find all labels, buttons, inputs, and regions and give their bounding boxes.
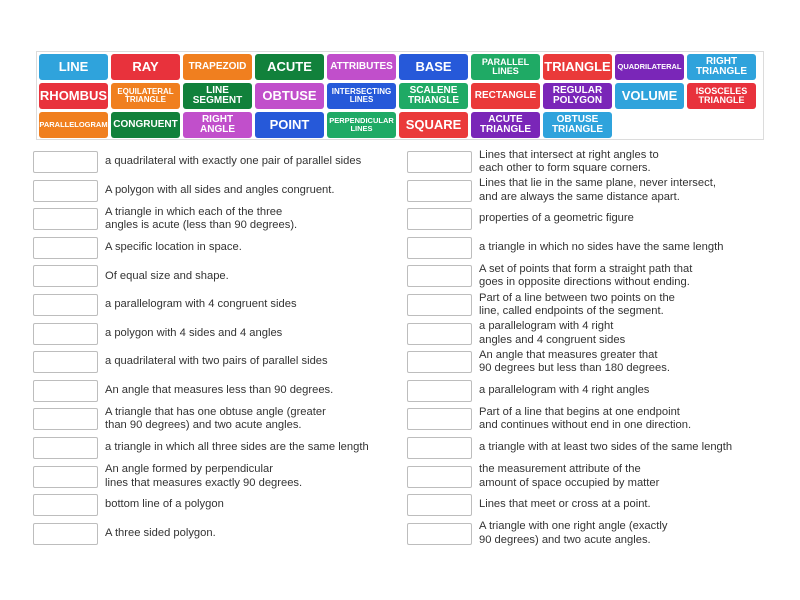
tile-intersecting-lines[interactable]: INTERSECTING LINES	[327, 83, 396, 109]
tile-volume[interactable]: VOLUME	[615, 83, 684, 109]
tile-base[interactable]: BASE	[399, 54, 468, 80]
definition-text: a quadrilateral with exactly one pair of parallel sides	[105, 155, 362, 168]
definition-text: properties of a geometric figure	[479, 212, 634, 225]
answer-drop-zone[interactable]	[33, 494, 98, 516]
answer-drop-zone[interactable]	[407, 437, 472, 459]
definition-row	[407, 463, 792, 491]
tile-equilateral-triangle[interactable]: EQUILATERAL TRIANGLE	[111, 83, 180, 109]
answer-drop-zone[interactable]	[407, 265, 472, 287]
definition-text: a polygon with 4 sides and 4 angles	[105, 326, 283, 339]
definition-row	[407, 234, 792, 262]
tile-obtuse-triangle[interactable]: OBTUSE TRIANGLE	[543, 112, 612, 138]
answer-drop-zone[interactable]	[407, 208, 472, 230]
definition-text: A triangle in which each of the three angles is acute (less than 90 degrees).	[105, 205, 298, 232]
answer-drop-zone[interactable]	[33, 265, 98, 287]
definition-row	[33, 291, 403, 319]
definition-row	[33, 148, 403, 176]
definition-row	[33, 205, 403, 233]
tile-ray[interactable]: RAY	[111, 54, 180, 80]
answer-drop-zone[interactable]	[407, 237, 472, 259]
answer-drop-zone[interactable]	[407, 180, 472, 202]
definition-row	[33, 262, 403, 290]
definition-text: a quadrilateral with two pairs of parallel sides	[105, 355, 328, 368]
definition-text: A triangle that has one obtuse angle (greater than 90 degrees) and two acute angles.	[105, 405, 326, 432]
answer-drop-zone[interactable]	[33, 208, 98, 230]
definition-row	[407, 205, 792, 233]
answer-drop-zone[interactable]	[407, 323, 472, 345]
definition-row	[407, 291, 792, 319]
definition-row	[407, 491, 792, 519]
answer-drop-zone[interactable]	[33, 294, 98, 316]
answer-drop-zone[interactable]	[407, 351, 472, 373]
answer-drop-zone[interactable]	[33, 437, 98, 459]
definition-text: Lines that meet or cross at a point.	[479, 498, 651, 511]
tile-point[interactable]: POINT	[255, 112, 324, 138]
definition-row	[33, 320, 403, 348]
tile-perpendicular-lines[interactable]: PERPENDICULAR LINES	[327, 112, 396, 138]
answer-drop-zone[interactable]	[33, 466, 98, 488]
definition-row	[33, 434, 403, 462]
answer-drop-zone[interactable]	[407, 494, 472, 516]
answer-drop-zone[interactable]	[33, 351, 98, 373]
answer-drop-zone[interactable]	[407, 294, 472, 316]
definition-text: the measurement attribute of the amount of space occupied by matter	[479, 463, 660, 489]
definition-row	[33, 463, 403, 491]
answer-drop-zone[interactable]	[33, 323, 98, 345]
answer-drop-zone[interactable]	[407, 380, 472, 402]
definition-text: A polygon with all sides and angles congruent.	[105, 183, 335, 196]
definition-row	[407, 348, 792, 376]
tile-parallelogram[interactable]: PARALLELOGRAM	[39, 112, 108, 138]
definition-row	[407, 177, 792, 205]
definition-row	[407, 377, 792, 405]
definition-text: An angle formed by perpendicular lines that measures exactly 90 degrees.	[105, 463, 303, 489]
definition-row	[33, 348, 403, 376]
definition-row	[33, 520, 403, 548]
definition-text: a triangle in which all three sides are the same length	[105, 441, 369, 454]
definition-row	[407, 405, 792, 433]
definition-text: Part of a line between two points on the line, called endpoints of the segment.	[479, 291, 675, 317]
definition-text: a parallelogram with 4 right angles and 4 congruent sides	[479, 320, 626, 346]
tile-rectangle[interactable]: RECTANGLE	[471, 83, 540, 109]
answer-drop-zone[interactable]	[33, 380, 98, 402]
definition-row	[407, 320, 792, 348]
tile-quadrilateral[interactable]: QUADRILATERAL	[615, 54, 684, 80]
tile-obtuse[interactable]: OBTUSE	[255, 83, 324, 109]
answer-drop-zone[interactable]	[33, 237, 98, 259]
tile-parallel-lines[interactable]: PARALLEL LINES	[471, 54, 540, 80]
tile-trapezoid[interactable]: TRAPEZOID	[183, 54, 252, 80]
tile-right-triangle[interactable]: RIGHT TRIANGLE	[687, 54, 756, 80]
word-bank	[36, 51, 764, 140]
left-definition-column	[33, 148, 403, 548]
tile-right-angle[interactable]: RIGHT ANGLE	[183, 112, 252, 138]
definition-row	[407, 434, 792, 462]
tile-acute[interactable]: ACUTE	[255, 54, 324, 80]
tile-triangle[interactable]: TRIANGLE	[543, 54, 612, 80]
definition-text: A specific location in space.	[105, 241, 242, 254]
tile-attributes[interactable]: ATTRIBUTES	[327, 54, 396, 80]
tile-line[interactable]: LINE	[39, 54, 108, 80]
definition-text: bottom line of a polygon	[105, 498, 224, 511]
tile-scalene-triangle[interactable]: SCALENE TRIANGLE	[399, 83, 468, 109]
definition-row	[33, 405, 403, 433]
definition-text: a triangle with at least two sides of the same length	[479, 441, 733, 454]
answer-drop-zone[interactable]	[407, 151, 472, 173]
definition-row	[33, 377, 403, 405]
answer-drop-zone[interactable]	[33, 180, 98, 202]
answer-drop-zone[interactable]	[33, 523, 98, 545]
definition-row	[407, 520, 792, 548]
definition-row	[33, 234, 403, 262]
definition-row	[33, 491, 403, 519]
definition-text: A set of points that form a straight path that goes in opposite directions without ending.	[479, 262, 693, 289]
tile-square[interactable]: SQUARE	[399, 112, 468, 138]
definition-text: Lines that intersect at right angles to each other to form square corners.	[479, 148, 659, 174]
definition-text: A three sided polygon.	[105, 527, 216, 540]
tile-acute-triangle[interactable]: ACUTE TRIANGLE	[471, 112, 540, 138]
definition-text: a parallelogram with 4 right angles	[479, 384, 650, 397]
definition-row	[407, 148, 792, 176]
answer-drop-zone[interactable]	[407, 408, 472, 430]
definition-row	[407, 262, 792, 290]
tile-isosceles-triangle[interactable]: ISOSCELES TRIANGLE	[687, 83, 756, 109]
answer-drop-zone[interactable]	[407, 466, 472, 488]
definition-text: Of equal size and shape.	[105, 269, 229, 282]
tile-regular-polygon[interactable]: REGULAR POLYGON	[543, 83, 612, 109]
definition-text: A triangle with one right angle (exactly 90 degrees) and two acute angles.	[479, 520, 668, 546]
definition-row	[33, 177, 403, 205]
definition-text: An angle that measures less than 90 degrees.	[105, 384, 334, 397]
right-definition-column	[407, 148, 792, 548]
definition-text: Part of a line that begins at one endpoint and continues without end in one direction.	[479, 405, 692, 432]
tile-congruent[interactable]: CONGRUENT	[111, 112, 180, 138]
answer-drop-zone[interactable]	[33, 408, 98, 430]
definition-text: a triangle in which no sides have the same length	[479, 241, 724, 254]
tile-rhombus[interactable]: RHOMBUS	[39, 83, 108, 109]
tile-line-segment[interactable]: LINE SEGMENT	[183, 83, 252, 109]
answer-drop-zone[interactable]	[407, 523, 472, 545]
answer-drop-zone[interactable]	[33, 151, 98, 173]
definition-text: a parallelogram with 4 congruent sides	[105, 298, 297, 311]
definition-text: An angle that measures greater that 90 degrees but less than 180 degrees.	[479, 348, 670, 375]
definition-text: Lines that lie in the same plane, never intersect, and are always the same distance apart.	[479, 177, 716, 203]
